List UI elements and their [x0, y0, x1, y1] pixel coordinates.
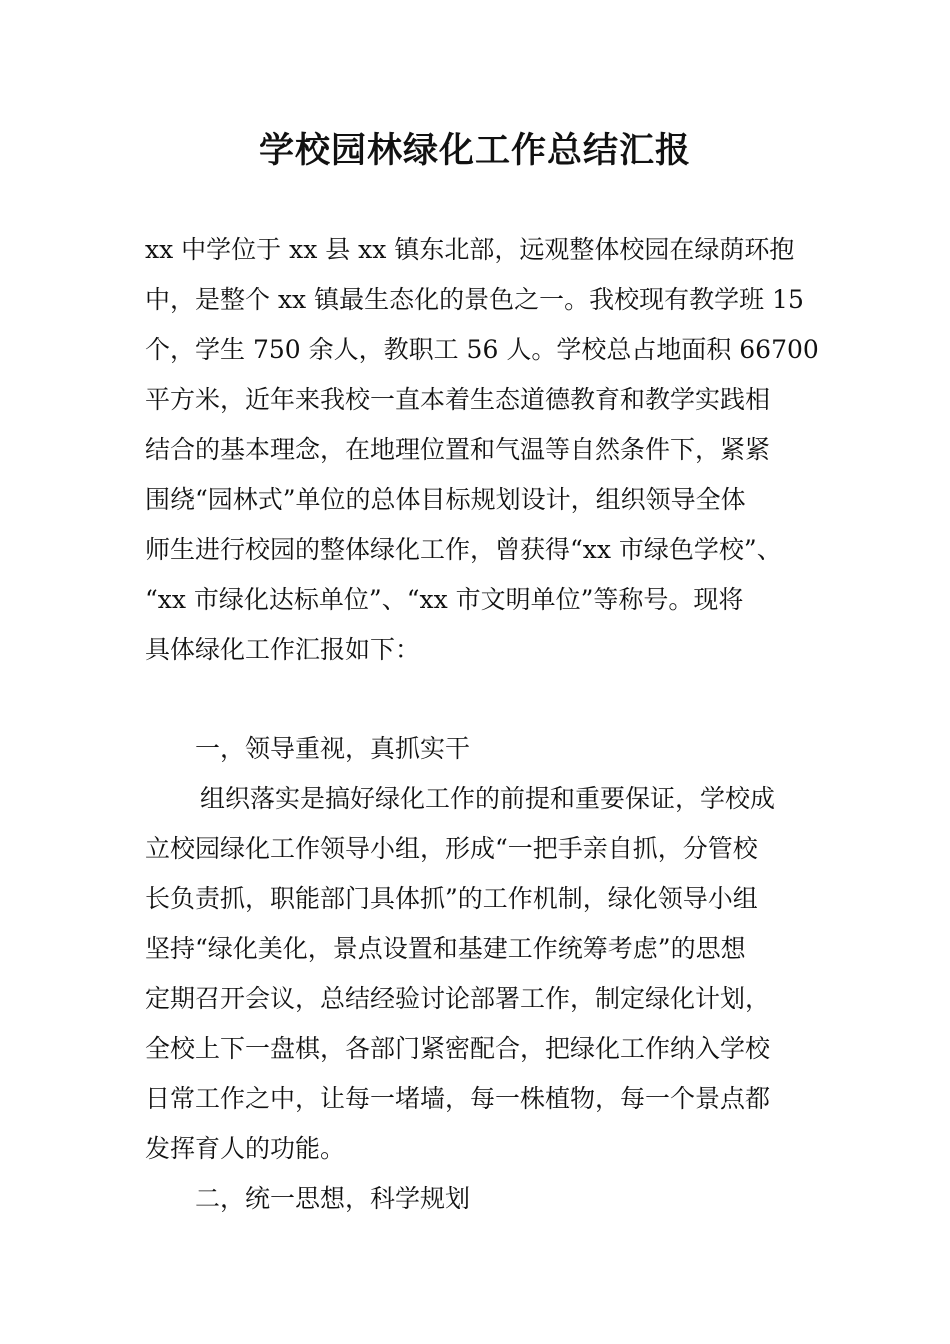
- document-title: 学校园林绿化工作总结汇报: [258, 131, 691, 171]
- section1-line: 坚持“绿化美化，景点设置和基建工作统筹考虑”的思想: [145, 934, 746, 963]
- intro-line: 结合的基本理念，在地理位置和气温等自然条件下，紧紧: [145, 435, 771, 464]
- intro-line: 具体绿化工作汇报如下：: [145, 635, 421, 664]
- section-heading-2: 二，统一思想，科学规划: [195, 1184, 471, 1213]
- section1-line: 立校园绿化工作领导小组，形成“一把手亲自抓，分管校: [145, 834, 758, 863]
- intro-line: 围绕“园林式”单位的总体目标规划设计，组织领导全体: [145, 485, 746, 514]
- section1-line: 组织落实是搞好绿化工作的前提和重要保证，学校成: [200, 784, 776, 813]
- section1-line: 定期召开会议，总结经验讨论部署工作，制定绿化计划，: [145, 984, 771, 1013]
- intro-line: 中，是整个 xx 镇最生态化的景色之一。我校现有教学班 15: [145, 285, 804, 314]
- section1-line: 长负责抓，职能部门具体抓”的工作机制，绿化领导小组: [145, 884, 758, 913]
- intro-line: “xx 市绿化达标单位”、“xx 市文明单位”等称号。现将: [145, 585, 744, 614]
- intro-line: 个，学生 750 余人，教职工 56 人。学校总占地面积 66700: [145, 335, 819, 364]
- intro-line: 师生进行校园的整体绿化工作，曾获得“xx 市绿色学校”、: [145, 535, 782, 564]
- intro-line: xx 中学位于 xx 县 xx 镇东北部，远观整体校园在绿荫环抱: [145, 235, 795, 264]
- intro-line: 平方米，近年来我校一直本着生态道德教育和教学实践相: [145, 385, 771, 414]
- section1-line: 日常工作之中，让每一堵墙，每一株植物，每一个景点都: [145, 1084, 771, 1113]
- section-heading-1: 一，领导重视，真抓实干: [195, 734, 471, 763]
- section1-line: 全校上下一盘棋，各部门紧密配合，把绿化工作纳入学校: [145, 1034, 771, 1063]
- section1-line: 发挥育人的功能。: [145, 1134, 346, 1163]
